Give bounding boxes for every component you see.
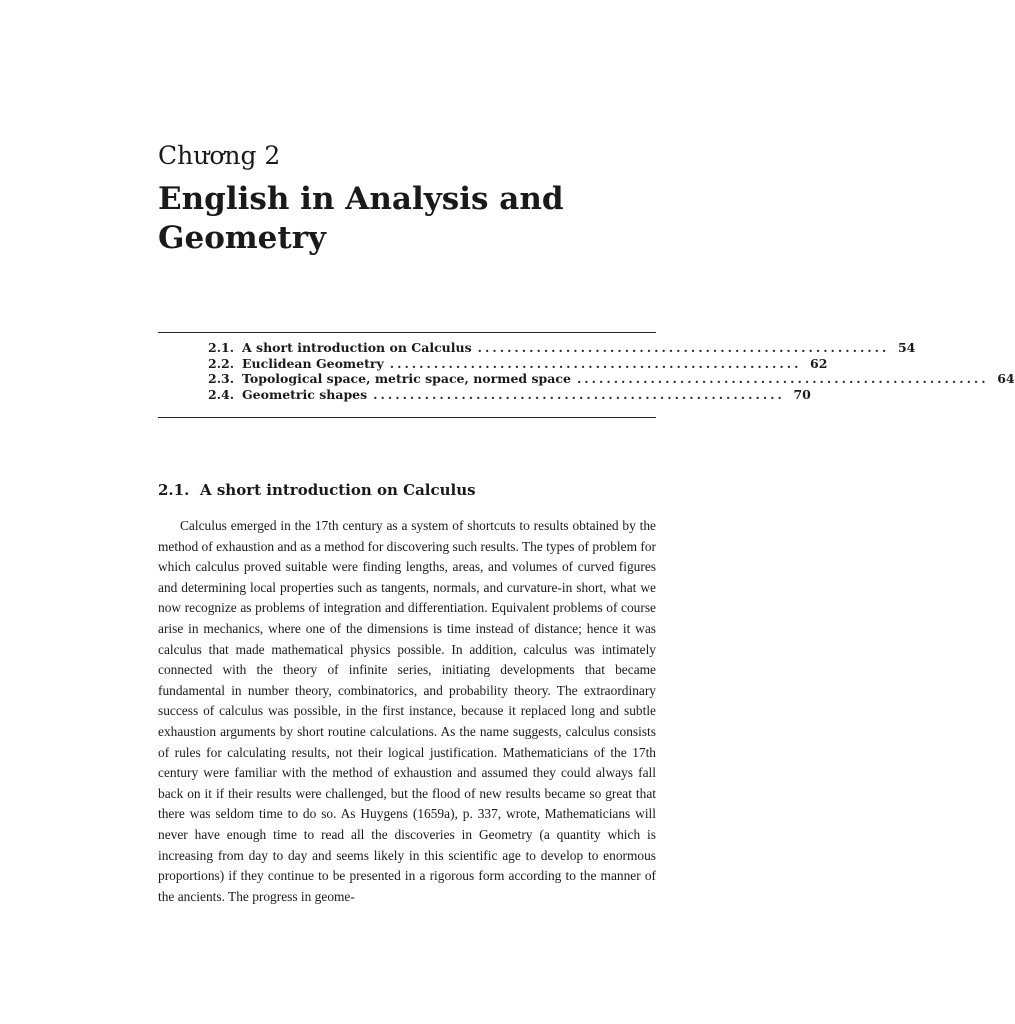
toc-entry-title: A short introduction on Calculus bbox=[242, 340, 472, 355]
section-heading bbox=[158, 480, 476, 500]
toc-entry-page: 64 bbox=[997, 371, 1015, 386]
toc-entry[interactable] bbox=[208, 371, 1015, 387]
section-title: A short introduction on Calculus bbox=[200, 481, 476, 499]
toc-dot-leader: ........................................................ bbox=[373, 386, 785, 402]
toc-entry-number: 2.2. bbox=[208, 355, 235, 371]
toc-entry-page: 54 bbox=[897, 340, 916, 355]
toc-bottom-rule bbox=[158, 417, 656, 418]
toc-entry[interactable] bbox=[208, 355, 828, 372]
toc-entry-page: 62 bbox=[810, 355, 828, 371]
toc-entry-number: 2.1. bbox=[208, 340, 235, 355]
toc-entry-page: 70 bbox=[793, 386, 811, 402]
chapter-title: English in Analysis and Geometry bbox=[158, 181, 564, 256]
toc-dot-leader: ........................................................ bbox=[576, 371, 989, 386]
toc-entry-title: Topological space, metric space, normed space bbox=[242, 371, 571, 386]
body-paragraph: Calculus emerged in the 17th century as a system of shortcuts to results obtained by the method of exhaustion and as a method for discovering such results. The types of problem for which calculus proved suitable were finding lengths, areas, and volumes of curved figures and determining local properties such as tangents, normals, and curvature-in short, what we now recognize as problems of integration and differentiation. Equivalent problems of course arise in mechanics, where one of the dimensions is time instead of distance; hence it was calculus that made mathematical physics possible. In addition, calculus was intimately connected with the theory of infinite series, initiating developments that became fundamental in number theory, combinatorics, and probability theory. The extraordinary success of calculus was possible, in the first instance, because it replaced long and subtle exhaustion arguments by short routine calculations. As the name suggests, calculus consists of rules for calculating results, not their logical justification. Mathematicians of the 17th century were familiar with the method of exhaustion and assumed they could always fall back on it if their results were challenged, but the flood of new results became so great that there was seldom time to do so. As Huygens (1659a), p. 337, wrote, Mathematicians will never have enough time to read all the discoveries in Geometry (a quantity which is increasing from day to day and seems likely in this scientific age to develop to enormous proportions) if they continue to be presented in a rigorous form according to the manner of the ancients. The progress in geome- bbox=[158, 518, 656, 904]
toc-entry-title: Euclidean Geometry bbox=[242, 355, 384, 371]
toc-top-rule bbox=[158, 332, 656, 333]
toc-dot-leader: ........................................................ bbox=[477, 340, 890, 355]
toc-entry[interactable] bbox=[208, 386, 811, 403]
toc-entry-number: 2.3. bbox=[208, 371, 235, 386]
toc-dot-leader: ........................................................ bbox=[389, 355, 802, 371]
toc-entry-number: 2.4. bbox=[208, 386, 235, 402]
toc-entry-title: Geometric shapes bbox=[242, 386, 368, 402]
toc-entry[interactable] bbox=[208, 340, 916, 356]
section-number: 2.1. bbox=[158, 481, 190, 499]
table-of-contents bbox=[208, 340, 1015, 402]
chapter-label: Chương 2 bbox=[158, 141, 281, 170]
